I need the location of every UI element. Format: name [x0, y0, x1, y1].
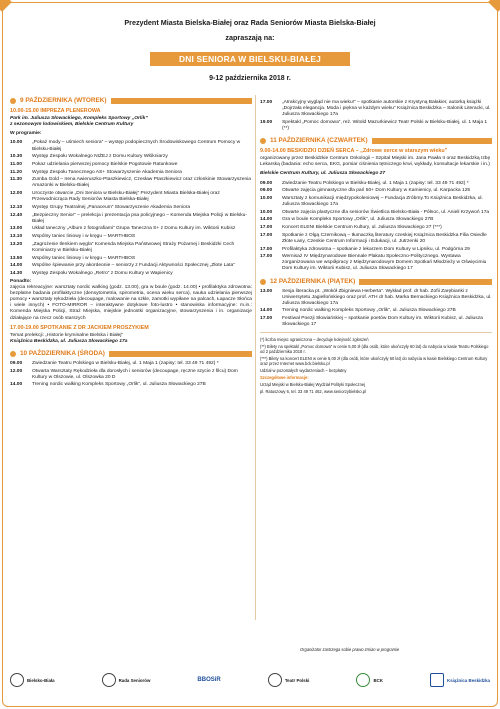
day2-evening-list: [260, 100, 492, 132]
program-time: 13.20: [10, 241, 23, 247]
program-description: Zwiedzanie Teatru Polskiego w Bielsku-Białej, ul. 1 Maja 1 (zapisy: tel. 33 49 71 492) *: [282, 180, 469, 186]
program-row: [10, 234, 252, 240]
program-description: Spotkanie z Olgą Czernikową – tłumaczką literatury czeskiej Książnica Beskidzka Filia Osiedle Złote Łany, Czeskie Centrum Informacji i Edukacji, ul. Jutrzenki 20: [282, 232, 487, 244]
program-row: [260, 233, 492, 245]
program-time: 12.00: [10, 191, 23, 197]
poster-header: [0, 18, 500, 82]
program-description: „Atrakcyjny wygląd nie ma wieku!” – spotkanie autorskie z Krystyną Bałakier, autorką książki „Dojrzała elegancja. Moda i piękna w każdym wieku” Książnica Beskidzka – Salonik Literacki, ul. Juliusza Słowackiego 17a: [282, 100, 491, 118]
logo-rada-seniorow: Rada Seniorów: [102, 673, 151, 687]
program-description: Gra w boule Kompleks Sportowy „Orlik”, ul. Juliusza Słowackiego 27B: [282, 217, 434, 223]
header-organizers: Prezydent Miasta Bielska-Białej oraz Rada Seniorów Miasta Bielska-Białej: [124, 18, 376, 27]
bullet-icon: [260, 138, 266, 144]
program-time: 09.00: [10, 361, 23, 366]
program-time: 12.10: [10, 204, 23, 210]
logo-bbosir: BBOSiR: [197, 677, 221, 683]
program-time: 19.00: [260, 119, 273, 125]
picnic-note: z sezonowym lodowiskiem, Bielskie Centrum Kultury: [10, 122, 134, 128]
program-time: 12.40: [10, 212, 23, 218]
program-time: 17.00: [260, 246, 273, 252]
meeting-topic: Temat prelekcji: „Historie kryminalne Bielska i Białej”: [10, 332, 124, 338]
program-row: [260, 247, 492, 253]
program-row: [10, 242, 252, 254]
program-time: 09.00: [260, 188, 273, 194]
heading-bar: [359, 279, 492, 285]
footnote: Udział w pozostałych wydarzeniach – bezpłatny: [260, 368, 347, 374]
program-time: 13.50: [10, 255, 23, 261]
program-time: 17.00: [260, 232, 273, 238]
bullet-icon: [10, 351, 16, 357]
day3-title: 11 PAŹDZIERNIKA (CZWARTEK): [270, 137, 368, 145]
day4-program-list: [260, 289, 492, 329]
program-time: 10.00: [260, 195, 273, 201]
picnic-title: 10.00-15.00 IMPREZA PLENEROWA: [10, 108, 101, 115]
program-time: 10.00: [260, 209, 273, 215]
program-description: „Bezpieczny Senior” – prelekcja i prezentacja psa policyjnego – Komenda Miejska Policji w Bielsku-Białej: [32, 212, 248, 224]
program-row: [10, 205, 252, 211]
logo-ksiaznica: Książnica Beskidzka: [430, 673, 490, 687]
program-time: 13.00: [260, 288, 273, 294]
day4-heading: [260, 279, 492, 285]
event-banner: DNI SENIORA W BIELSKU-BIAŁEJ: [150, 52, 350, 66]
program-description: Zumba Gold – Irena Awieruszko-Ptaszkiewicz, Czesław Ptaszkiewicz oraz członkinie Stowarzyszenia Amazonki w Bielsku-Białej: [32, 177, 251, 189]
heart-day-text: organizowany przez Beskidzkie Centrum Onkologii – Szpital Miejski im. Jana Pawła II oraz Beskidzką Izbę Lekarską (badania: echo serca, EKG, pomiar ciśnienia tętniczego krwi, wykłady, konsultacje lekarskie i in.): [260, 156, 491, 168]
book-icon: [430, 673, 444, 687]
meeting-place: Książnica Beskidzka, ul. Juliusza Słowackiego 17a: [10, 338, 128, 344]
besides-text: zajęcia rekreacyjne: warsztaty nordic walking (godz. 13.00), gra w boule (godz. 14.00) • profilaktyka zdrowotna: bezpłatne badania profilaktyczne (densytometria, spirometria, ocena wieku serca), nauka udzielania pierwszej pomocy • warsztaty rękodzieła (decoupage, malowanie na szkle, zamotki wypiłane na palcach, Łapacze Słońca i wiele innych) • FOTO-MIRROR – interaktywne dotykowe foto-lustro • stanowiska informacyjne: m.in.: Komenda Miejska Policji, Straż Miejska, miejskie jednostki organizacyjne, stowarzyszenia i in. organizacje działające na rzecz osób starszych: [10, 285, 252, 321]
program-description: „Pokaż mody – uśmiech seniora” – występ podopiecznych Środowiskowego Centrum Pomocy w Bielsku-Białej: [32, 140, 241, 152]
program-description: Występ Zespołu Tanecznego AS+ Stowarzyszenie Akademia Seniora: [32, 169, 182, 175]
besides-label: Ponadto:: [10, 278, 32, 284]
program-row: [260, 316, 492, 328]
program-time: 12.00: [10, 368, 23, 374]
program-time: 14.00: [260, 308, 273, 314]
program-row: [10, 162, 252, 168]
program-time: 10.00: [10, 140, 23, 146]
contact-title: Szczegółowe informacje:: [260, 375, 309, 381]
day3-heading: [260, 138, 492, 144]
program-row: [10, 382, 252, 388]
day1-program-list: [10, 140, 252, 277]
program-description: Otwarte zajęcia plastyczne dla seniorów Świetlica Bielsko-Biała - Północ, ul. Anieli Krzywoń 17a: [282, 209, 490, 215]
program-description: Otwarta Warsztaty Rękodzieła dla dorosłych i seniorów (decoupage, ręczne szycie z filcu) Dom Kultury w Olszowie, ul. Olszowka 20 D: [32, 368, 238, 380]
program-description: Występ Grupy Teatralnej „Panaceum” Stowarzyszenie Akademia Seniora: [32, 204, 191, 210]
program-row: [260, 289, 492, 307]
program-row: [10, 170, 252, 176]
program-row: [260, 100, 492, 118]
heart-day-place: Bielskie Centrum Kultury, ul. Juliusza Słowackiego 27: [260, 171, 386, 177]
program-description: Wspólny taniec liniowy i w kręgu – MARTHBOS: [32, 234, 136, 240]
day3-program-list: [260, 181, 492, 273]
program-row: [10, 256, 252, 262]
left-column: [10, 92, 252, 390]
contact-line: pl. Ratuszowy 6, tel. 33 49 71 462, www.seniorzybielsko.pl: [260, 389, 367, 395]
heading-bar: [109, 351, 252, 357]
program-description: Zwiedzanie Teatru Polskiego w Bielsku-Białej, ul. 1 Maja 1 (zapisy: tel. 33 49 71 492) *: [32, 361, 219, 366]
footnote: (***) Bilety na koncert ELENI w cenie 5,00 zł (dla osób, które ukończyły 60 lat) do nabycia w kasie Bielskiego Centrum Kultury oraz przez Internet www.bck.bielsko.pl: [260, 356, 488, 367]
program-row: [10, 361, 252, 367]
program-time: 17.00: [260, 100, 273, 105]
bullet-icon: [260, 279, 266, 285]
program-row: [260, 217, 492, 223]
program-description: Profilaktyka zdrowotna – spotkanie z lekarzem Dom Kultury w Lipniku, ul. Podgórna 29: [282, 246, 470, 252]
program-row: [10, 369, 252, 381]
program-row: [10, 226, 252, 232]
theatre-mask-icon: [268, 673, 282, 687]
sponsor-logos: [10, 660, 490, 700]
organizer-note: Organizator zastrzega sobie prawo zmian w programie: [300, 647, 400, 652]
program-description: Uroczyste otwarcie „Dni Seniora w Bielsku-Białej” Prezydent Miasta Bielska-Białej oraz Przewodnicząca Rady Seniorów Miasta Bielska-Białej: [32, 191, 220, 203]
contact-line: Urząd Miejski w Bielsku-Białej Wydział Polityki Społecznej: [260, 382, 366, 388]
program-description: Otwarte zajęcia gimnastyczne dla pań 50+ Dom Kultury w Kamienicy, ul. Karpacka 125: [282, 188, 471, 194]
day1-heading: [10, 98, 252, 104]
program-description: Koncert ELENI Bielskie Centrum Kultury, ul. Juliusza Słowackiego 27 (***): [282, 225, 442, 231]
program-description: Trening nordic walking Kompleks Sportowy „Orlik”, ul. Juliusza Słowackiego 27B: [282, 308, 456, 314]
program-time: 13.00: [10, 226, 23, 232]
program-label: W programie:: [10, 131, 42, 137]
program-time: 17.00: [260, 254, 273, 260]
program-description: Trening nordic walking Kompleks Sportowy „Orlik”, ul. Juliusza Słowackiego 27B: [32, 382, 206, 388]
program-row: [10, 191, 252, 203]
program-row: [260, 120, 492, 132]
program-description: Występ Zespołu Wokalnego „Retro” z Domu Kultury w Wapienicy: [32, 270, 173, 276]
divider: [260, 332, 492, 333]
program-time: 11.20: [10, 169, 22, 175]
logo-teatr-polski: Teatr Polski: [268, 673, 310, 687]
program-description: Pokaz udzielania pierwszej pomocy Bielskie Pogotowie Ratunkowe: [32, 161, 178, 167]
program-row: [260, 225, 492, 231]
day2-title: 10 PAŹDZIERNIKA (ŚRODA): [20, 349, 105, 357]
program-row: [260, 254, 492, 272]
program-time: 14.00: [10, 382, 23, 388]
program-row: [260, 308, 492, 314]
program-description: Spektakl „Pomoc domowa”, reż. Witold Mazurkiewicz Teatr Polski w Bielsku-Białej, ul. 1 Maja 1 (**): [282, 119, 488, 131]
program-time: 11.00: [10, 161, 22, 167]
heading-bar: [372, 138, 492, 144]
program-row: [10, 154, 252, 160]
program-description: Wspólny taniec liniowy i w kręgu – MARTHBOS: [32, 255, 136, 261]
program-time: 17.00: [260, 316, 273, 322]
program-row: [260, 181, 492, 187]
program-row: [260, 188, 492, 194]
program-description: Sesja literacka pt. „Wokół Zbigniewa Herberta”. Wykład prof. dr hab. Zofii Zarębianki z Uniwersytetu Jagiellońskiego oraz prof. ATH dr hab. Marka Bernackiego Książnica Beskidzka, ul. Juliusza Słowackiego 17a: [282, 288, 492, 306]
program-description: Układ taneczny „Album z fotografiami” Grupa Taneczna S+ z Domu Kultury im. Wiktorii Kubisz: [32, 226, 236, 232]
picnic-place: Park im. Juliusza Słowackiego, Kompleks Sportowy „Orlik”: [10, 116, 148, 122]
footnote: (*) liczba miejsc ograniczona – decyduje kolejność zgłoszeń: [260, 337, 369, 343]
program-time: 14.00: [260, 217, 273, 223]
day2-program-list: [10, 361, 252, 389]
city-crest-icon: [10, 673, 24, 687]
program-description: Wspólne śpiewanie przy akordeonie – seniorzy z Fundacji Aktywności Społecznej „Złote Lata”: [32, 263, 235, 269]
heart-day-title: 9.00-14.00 BESKIDZKI DZIEŃ SERCA – „Zdrowe serce w starszym wieku”: [260, 148, 448, 155]
bullet-icon: [10, 98, 16, 104]
program-time: 09.00: [260, 180, 273, 186]
program-row: [260, 196, 492, 208]
program-time: 14.00: [10, 263, 23, 269]
day2-heading: [10, 351, 252, 357]
program-time: 13.10: [10, 234, 23, 240]
program-time: 11.30: [10, 177, 22, 183]
program-description: Warsztaty z komunikacji międzypokoleniowej – Fundacja Zróbmy.To Książnica Beskidzka, ul. Juliusza Słowackiego 17a: [282, 195, 483, 207]
council-emblem-icon: [102, 673, 116, 687]
meeting-title: 17.00-19.00 SPOTKANIE Z DR JACKIEM PROSZYKIEM: [10, 324, 149, 331]
column-divider: [255, 95, 256, 620]
program-row: [260, 210, 492, 216]
program-row: [10, 271, 252, 277]
program-row: [10, 263, 252, 269]
program-row: [10, 213, 252, 225]
footnote: (**) Bilety na spektakl „Pomoc domowa” w cenie 5,00 zł (dla osób, które ukończyły 60 lat) do nabycia w kasie Teatru Polskiego od 2 października 2018 r.: [260, 344, 489, 355]
logo-bck: BCK: [356, 673, 383, 687]
program-row: [10, 177, 252, 189]
program-time: 10.30: [10, 154, 23, 160]
right-column: [260, 100, 492, 396]
program-row: [10, 140, 252, 152]
program-description: Festiwal Poezji Słowiańskiej – spotkanie poetów Dom Kultury im. Wiktorii Kubisz, ul. Juliusza Słowackiego 17: [282, 316, 483, 328]
program-description: Występ Zespołu Wokalnego NIŻEJ z Domu Kultury Włókniarzy: [32, 154, 168, 160]
program-description: „Zagrożenie tlenkiem węgla” Komenda Miejska Państwowej Straży Pożarnej i Beskidzki Cech Kominiarzy w Bielsku-Białej: [32, 241, 235, 253]
bck-house-icon: [356, 673, 370, 687]
program-time: 17.00: [260, 225, 273, 231]
heading-bar: [111, 98, 252, 104]
logo-bielsko-biala: Bielsko-Biała: [10, 673, 55, 687]
program-time: 14.30: [10, 270, 23, 276]
day1-title: 9 PAŹDZIERNIKA (WTOREK): [20, 97, 107, 104]
day4-title: 12 PAŹDZIERNIKA (PIĄTEK): [270, 277, 356, 285]
event-dates: 9-12 października 2018 r.: [209, 75, 291, 82]
program-description: Wernisaż IV Międzynarodowe Biennale Plakatu Społeczno-Politycznego. Wystawa zorganizowana we współpracy z Międzynarodowym Domem Spotkań Młodzieży w Oświęcimiu Dom Kultury im. Wiktorii Kubisz, ul. Juliusza Słowackiego 17: [282, 254, 487, 272]
header-invite: zapraszają na:: [225, 33, 275, 42]
